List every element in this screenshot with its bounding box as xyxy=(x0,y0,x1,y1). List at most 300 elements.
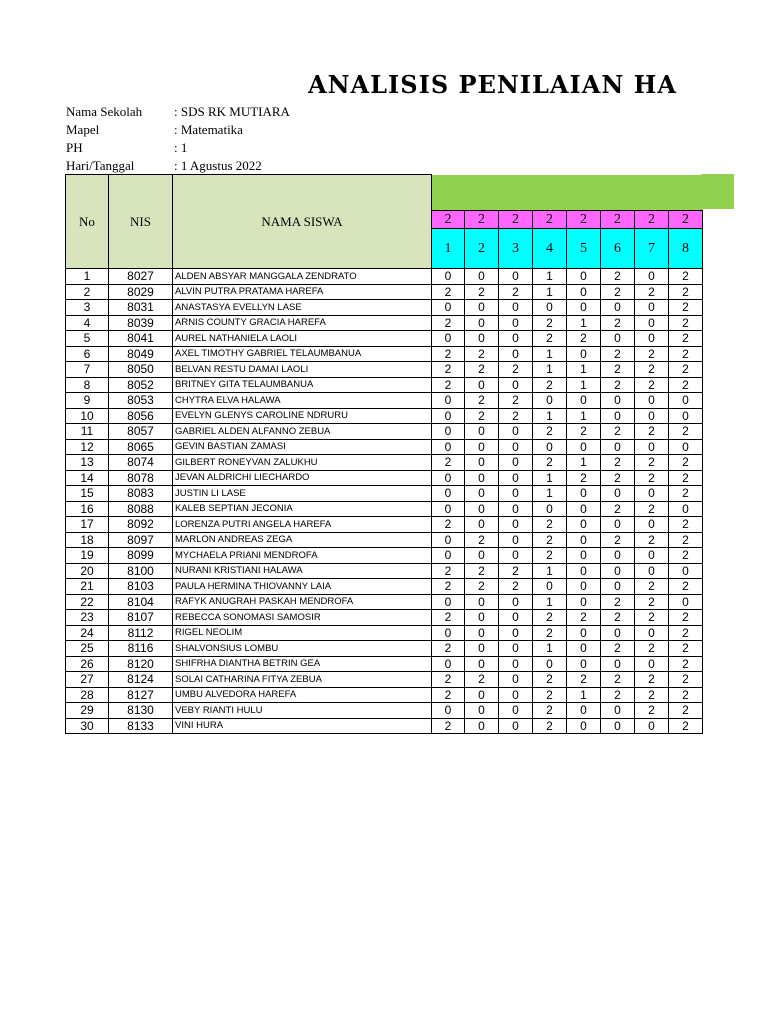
row-score: 0 xyxy=(601,300,635,316)
row-score: 2 xyxy=(533,672,567,688)
row-no: 25 xyxy=(66,641,109,657)
row-score: 2 xyxy=(669,656,703,672)
question-number-cell: 2 xyxy=(465,229,499,269)
table-row xyxy=(66,548,703,564)
row-score: 0 xyxy=(669,594,703,610)
row-score: 2 xyxy=(601,532,635,548)
row-score: 0 xyxy=(465,656,499,672)
row-score: 0 xyxy=(601,703,635,719)
row-score: 2 xyxy=(669,424,703,440)
row-nis: 8127 xyxy=(109,687,173,703)
row-score: 2 xyxy=(635,579,669,595)
row-score: 0 xyxy=(533,300,567,316)
row-score: 2 xyxy=(533,718,567,734)
row-score: 0 xyxy=(567,579,601,595)
row-student-name: AUREL NATHANIELA LAOLI xyxy=(173,331,432,347)
row-nis: 8112 xyxy=(109,625,173,641)
row-score: 0 xyxy=(465,269,499,285)
table-row xyxy=(66,517,703,533)
row-score: 2 xyxy=(499,563,533,579)
row-score: 2 xyxy=(635,377,669,393)
table-row xyxy=(66,563,703,579)
row-student-name: MYCHAELA PRIANI MENDROFA xyxy=(173,548,432,564)
row-score: 2 xyxy=(601,424,635,440)
row-score: 0 xyxy=(499,501,533,517)
row-score: 0 xyxy=(567,703,601,719)
row-nis: 8092 xyxy=(109,517,173,533)
row-score: 0 xyxy=(601,393,635,409)
row-score: 1 xyxy=(533,284,567,300)
row-score: 2 xyxy=(601,687,635,703)
row-no: 16 xyxy=(66,501,109,517)
row-score: 0 xyxy=(465,439,499,455)
row-nis: 8083 xyxy=(109,486,173,502)
row-score: 2 xyxy=(465,284,499,300)
row-student-name: MARLON ANDREAS ZEGA xyxy=(173,532,432,548)
row-score: 0 xyxy=(432,501,465,517)
table-row xyxy=(66,424,703,440)
row-score: 2 xyxy=(432,718,465,734)
row-score: 2 xyxy=(669,641,703,657)
row-no: 29 xyxy=(66,703,109,719)
row-score: 1 xyxy=(567,362,601,378)
table-row xyxy=(66,532,703,548)
row-score: 0 xyxy=(465,548,499,564)
row-score: 1 xyxy=(567,377,601,393)
row-score: 2 xyxy=(465,579,499,595)
question-number-cell: 5 xyxy=(567,229,601,269)
row-nis: 8057 xyxy=(109,424,173,440)
row-score: 0 xyxy=(465,501,499,517)
row-score: 2 xyxy=(669,377,703,393)
row-student-name: CHYTRA ELVA HALAWA xyxy=(173,393,432,409)
row-nis: 8050 xyxy=(109,362,173,378)
table-row xyxy=(66,362,703,378)
table-row xyxy=(66,455,703,471)
row-score: 2 xyxy=(533,703,567,719)
row-score: 2 xyxy=(465,563,499,579)
row-nis: 8065 xyxy=(109,439,173,455)
row-score: 0 xyxy=(432,625,465,641)
row-score: 2 xyxy=(635,470,669,486)
row-score: 0 xyxy=(465,470,499,486)
row-score: 2 xyxy=(669,284,703,300)
row-score: 2 xyxy=(432,672,465,688)
row-score: 0 xyxy=(635,656,669,672)
row-score: 2 xyxy=(432,284,465,300)
row-no: 8 xyxy=(66,377,109,393)
row-nis: 8103 xyxy=(109,579,173,595)
row-score: 2 xyxy=(533,315,567,331)
row-score: 0 xyxy=(669,439,703,455)
row-student-name: UMBU ALVEDORA HAREFA xyxy=(173,687,432,703)
header-name: NAMA SISWA xyxy=(173,175,432,269)
row-student-name: SOLAI CATHARINA FITYA ZEBUA xyxy=(173,672,432,688)
row-score: 0 xyxy=(669,393,703,409)
row-no: 10 xyxy=(66,408,109,424)
row-score: 2 xyxy=(432,579,465,595)
meta-value: : 1 xyxy=(174,140,188,155)
row-score: 2 xyxy=(635,641,669,657)
row-score: 0 xyxy=(465,331,499,347)
row-score: 2 xyxy=(601,641,635,657)
row-score: 0 xyxy=(533,393,567,409)
row-score: 2 xyxy=(499,579,533,595)
row-score: 2 xyxy=(567,470,601,486)
row-score: 2 xyxy=(669,687,703,703)
row-score: 2 xyxy=(635,346,669,362)
row-score: 0 xyxy=(499,594,533,610)
row-score: 2 xyxy=(601,470,635,486)
row-score: 0 xyxy=(465,641,499,657)
question-number-cell: 4 xyxy=(533,229,567,269)
row-score: 2 xyxy=(669,470,703,486)
row-score: 0 xyxy=(601,548,635,564)
row-score: 2 xyxy=(432,687,465,703)
row-no: 7 xyxy=(66,362,109,378)
row-score: 2 xyxy=(635,594,669,610)
row-score: 0 xyxy=(601,579,635,595)
row-no: 14 xyxy=(66,470,109,486)
row-no: 3 xyxy=(66,300,109,316)
row-no: 2 xyxy=(66,284,109,300)
row-score: 0 xyxy=(432,470,465,486)
row-score: 2 xyxy=(533,625,567,641)
row-score: 0 xyxy=(635,408,669,424)
row-score: 0 xyxy=(533,579,567,595)
row-student-name: BRITNEY GITA TELAUMBANUA xyxy=(173,377,432,393)
row-score: 0 xyxy=(465,517,499,533)
row-score: 0 xyxy=(432,486,465,502)
row-score: 2 xyxy=(601,269,635,285)
row-no: 15 xyxy=(66,486,109,502)
row-student-name: LORENZA PUTRI ANGELA HAREFA xyxy=(173,517,432,533)
question-number-cell: 1 xyxy=(432,229,465,269)
row-score: 0 xyxy=(499,377,533,393)
row-score: 2 xyxy=(432,377,465,393)
meta-ph xyxy=(66,140,187,156)
row-score: 0 xyxy=(499,532,533,548)
row-nis: 8074 xyxy=(109,455,173,471)
row-score: 1 xyxy=(533,269,567,285)
row-score: 2 xyxy=(635,455,669,471)
table-row xyxy=(66,470,703,486)
row-score: 0 xyxy=(465,687,499,703)
table-row xyxy=(66,641,703,657)
row-score: 0 xyxy=(601,439,635,455)
row-score: 1 xyxy=(533,408,567,424)
row-score: 0 xyxy=(567,486,601,502)
question-number-cell: 6 xyxy=(601,229,635,269)
row-score: 2 xyxy=(669,548,703,564)
row-score: 0 xyxy=(635,269,669,285)
table-row xyxy=(66,331,703,347)
row-score: 2 xyxy=(669,718,703,734)
table-row xyxy=(66,718,703,734)
row-score: 1 xyxy=(567,408,601,424)
row-score: 0 xyxy=(465,315,499,331)
row-nis: 8041 xyxy=(109,331,173,347)
max-score-cell: 2 xyxy=(499,211,533,229)
row-no: 18 xyxy=(66,532,109,548)
row-score: 0 xyxy=(499,346,533,362)
row-score: 0 xyxy=(499,470,533,486)
row-score: 0 xyxy=(499,548,533,564)
row-score: 0 xyxy=(567,284,601,300)
row-nis: 8120 xyxy=(109,656,173,672)
row-score: 2 xyxy=(601,315,635,331)
row-nis: 8056 xyxy=(109,408,173,424)
row-score: 1 xyxy=(567,455,601,471)
row-score: 2 xyxy=(601,362,635,378)
row-score: 0 xyxy=(465,300,499,316)
row-score: 0 xyxy=(499,455,533,471)
row-score: 2 xyxy=(465,362,499,378)
row-score: 0 xyxy=(567,625,601,641)
row-score: 0 xyxy=(465,594,499,610)
row-nis: 8027 xyxy=(109,269,173,285)
row-score: 2 xyxy=(499,393,533,409)
row-nis: 8124 xyxy=(109,672,173,688)
row-score: 2 xyxy=(432,641,465,657)
row-student-name: RIGEL NEOLIM xyxy=(173,625,432,641)
row-score: 1 xyxy=(533,486,567,502)
row-score: 0 xyxy=(635,393,669,409)
row-score: 1 xyxy=(533,563,567,579)
row-score: 2 xyxy=(533,610,567,626)
meta-label: PH xyxy=(66,140,83,155)
meta-school xyxy=(66,104,290,120)
row-score: 0 xyxy=(567,346,601,362)
row-score: 2 xyxy=(635,424,669,440)
row-score: 0 xyxy=(567,594,601,610)
row-student-name: VEBY RIANTI HULU xyxy=(173,703,432,719)
row-score: 0 xyxy=(432,532,465,548)
row-no: 28 xyxy=(66,687,109,703)
row-student-name: VINI HURA xyxy=(173,718,432,734)
row-score: 0 xyxy=(567,439,601,455)
row-score: 0 xyxy=(499,625,533,641)
row-no: 26 xyxy=(66,656,109,672)
row-score: 0 xyxy=(567,718,601,734)
row-score: 0 xyxy=(567,300,601,316)
row-score: 2 xyxy=(465,408,499,424)
row-score: 0 xyxy=(567,501,601,517)
row-no: 30 xyxy=(66,718,109,734)
row-no: 24 xyxy=(66,625,109,641)
row-student-name: ANASTASYA EVELLYN LASE xyxy=(173,300,432,316)
row-score: 2 xyxy=(669,315,703,331)
max-score-cell: 2 xyxy=(533,211,567,229)
row-student-name: AXEL TIMOTHY GABRIEL TELAUMBANUA xyxy=(173,346,432,362)
row-no: 22 xyxy=(66,594,109,610)
row-score: 2 xyxy=(669,331,703,347)
row-student-name: ALDEN ABSYAR MANGGALA ZENDRATO xyxy=(173,269,432,285)
row-student-name: GEVIN BASTIAN ZAMASI xyxy=(173,439,432,455)
row-score: 0 xyxy=(432,300,465,316)
score-table xyxy=(65,174,703,734)
row-nis: 8053 xyxy=(109,393,173,409)
row-score: 2 xyxy=(669,672,703,688)
row-nis: 8133 xyxy=(109,718,173,734)
row-no: 21 xyxy=(66,579,109,595)
header-no: No xyxy=(66,175,109,269)
row-score: 2 xyxy=(533,517,567,533)
row-score: 0 xyxy=(601,656,635,672)
row-score: 0 xyxy=(567,563,601,579)
table-row xyxy=(66,377,703,393)
row-no: 27 xyxy=(66,672,109,688)
header-green-cell xyxy=(432,175,703,211)
row-score: 2 xyxy=(465,532,499,548)
row-student-name: JEVAN ALDRICHI LIECHARDO xyxy=(173,470,432,486)
row-score: 0 xyxy=(669,563,703,579)
row-score: 0 xyxy=(432,331,465,347)
table-row xyxy=(66,346,703,362)
row-score: 2 xyxy=(432,563,465,579)
row-score: 0 xyxy=(465,703,499,719)
table-row xyxy=(66,610,703,626)
row-nis: 8052 xyxy=(109,377,173,393)
meta-value: : SDS RK MUTIARA xyxy=(174,104,290,119)
row-score: 2 xyxy=(567,424,601,440)
row-score: 0 xyxy=(669,408,703,424)
table-row xyxy=(66,439,703,455)
row-nis: 8049 xyxy=(109,346,173,362)
row-score: 2 xyxy=(635,672,669,688)
row-score: 0 xyxy=(601,408,635,424)
row-score: 0 xyxy=(601,517,635,533)
row-score: 0 xyxy=(499,672,533,688)
row-score: 2 xyxy=(465,672,499,688)
row-score: 1 xyxy=(567,315,601,331)
row-score: 0 xyxy=(567,269,601,285)
row-score: 2 xyxy=(669,346,703,362)
max-score-cell: 2 xyxy=(567,211,601,229)
row-score: 2 xyxy=(533,331,567,347)
row-score: 0 xyxy=(601,486,635,502)
table-row xyxy=(66,656,703,672)
row-nis: 8078 xyxy=(109,470,173,486)
row-score: 0 xyxy=(567,393,601,409)
row-score: 2 xyxy=(601,346,635,362)
row-no: 12 xyxy=(66,439,109,455)
row-nis: 8130 xyxy=(109,703,173,719)
row-score: 1 xyxy=(533,641,567,657)
table-row xyxy=(66,300,703,316)
row-no: 23 xyxy=(66,610,109,626)
page-title: ANALISIS PENILAIAN HA xyxy=(308,70,677,99)
row-score: 2 xyxy=(635,362,669,378)
row-score: 0 xyxy=(499,315,533,331)
row-score: 1 xyxy=(567,687,601,703)
row-score: 0 xyxy=(499,687,533,703)
row-score: 2 xyxy=(432,455,465,471)
row-no: 11 xyxy=(66,424,109,440)
row-score: 2 xyxy=(601,594,635,610)
row-score: 2 xyxy=(533,687,567,703)
row-score: 2 xyxy=(669,625,703,641)
row-score: 0 xyxy=(465,377,499,393)
row-score: 0 xyxy=(635,517,669,533)
row-score: 0 xyxy=(567,517,601,533)
row-score: 0 xyxy=(432,703,465,719)
row-score: 2 xyxy=(669,532,703,548)
row-score: 1 xyxy=(533,362,567,378)
question-number-cell: 7 xyxy=(635,229,669,269)
row-score: 2 xyxy=(533,548,567,564)
row-no: 17 xyxy=(66,517,109,533)
table-row xyxy=(66,594,703,610)
row-score: 2 xyxy=(669,269,703,285)
row-no: 5 xyxy=(66,331,109,347)
table-row xyxy=(66,672,703,688)
row-score: 0 xyxy=(432,269,465,285)
row-score: 0 xyxy=(499,486,533,502)
row-student-name: GILBERT RONEYVAN ZALUKHU xyxy=(173,455,432,471)
row-score: 0 xyxy=(533,501,567,517)
row-score: 2 xyxy=(669,610,703,626)
max-score-cell: 2 xyxy=(465,211,499,229)
table-row xyxy=(66,269,703,285)
row-score: 2 xyxy=(465,393,499,409)
row-score: 0 xyxy=(635,563,669,579)
row-no: 4 xyxy=(66,315,109,331)
row-student-name: SHIFRHA DIANTHA BETRIN GEA xyxy=(173,656,432,672)
row-nis: 8097 xyxy=(109,532,173,548)
row-score: 2 xyxy=(567,672,601,688)
row-student-name: PAULA HERMINA THIOVANNY LAIA xyxy=(173,579,432,595)
row-score: 0 xyxy=(465,424,499,440)
row-score: 2 xyxy=(533,455,567,471)
row-nis: 8039 xyxy=(109,315,173,331)
row-score: 0 xyxy=(499,269,533,285)
table-row xyxy=(66,579,703,595)
max-score-cell: 2 xyxy=(669,211,703,229)
row-score: 2 xyxy=(567,331,601,347)
row-nis: 8088 xyxy=(109,501,173,517)
row-score: 2 xyxy=(669,486,703,502)
row-score: 2 xyxy=(635,532,669,548)
row-score: 2 xyxy=(669,455,703,471)
row-score: 2 xyxy=(635,610,669,626)
row-score: 0 xyxy=(432,393,465,409)
table-row xyxy=(66,625,703,641)
table-row xyxy=(66,408,703,424)
table-row xyxy=(66,284,703,300)
row-score: 2 xyxy=(499,408,533,424)
table-row xyxy=(66,486,703,502)
row-nis: 8029 xyxy=(109,284,173,300)
row-student-name: NURANI KRISTIANI HALAWA xyxy=(173,563,432,579)
row-no: 13 xyxy=(66,455,109,471)
row-student-name: KALEB SEPTIAN JECONIA xyxy=(173,501,432,517)
header-nis: NIS xyxy=(109,175,173,269)
row-score: 0 xyxy=(499,703,533,719)
max-score-cell: 2 xyxy=(601,211,635,229)
row-score: 0 xyxy=(635,548,669,564)
row-score: 2 xyxy=(432,362,465,378)
row-score: 2 xyxy=(635,284,669,300)
row-score: 2 xyxy=(601,501,635,517)
row-score: 1 xyxy=(533,594,567,610)
row-score: 2 xyxy=(432,610,465,626)
table-row xyxy=(66,393,703,409)
meta-value: : Matematika xyxy=(174,122,243,137)
row-score: 2 xyxy=(432,315,465,331)
meta-value: : 1 Agustus 2022 xyxy=(174,158,262,173)
row-no: 6 xyxy=(66,346,109,362)
